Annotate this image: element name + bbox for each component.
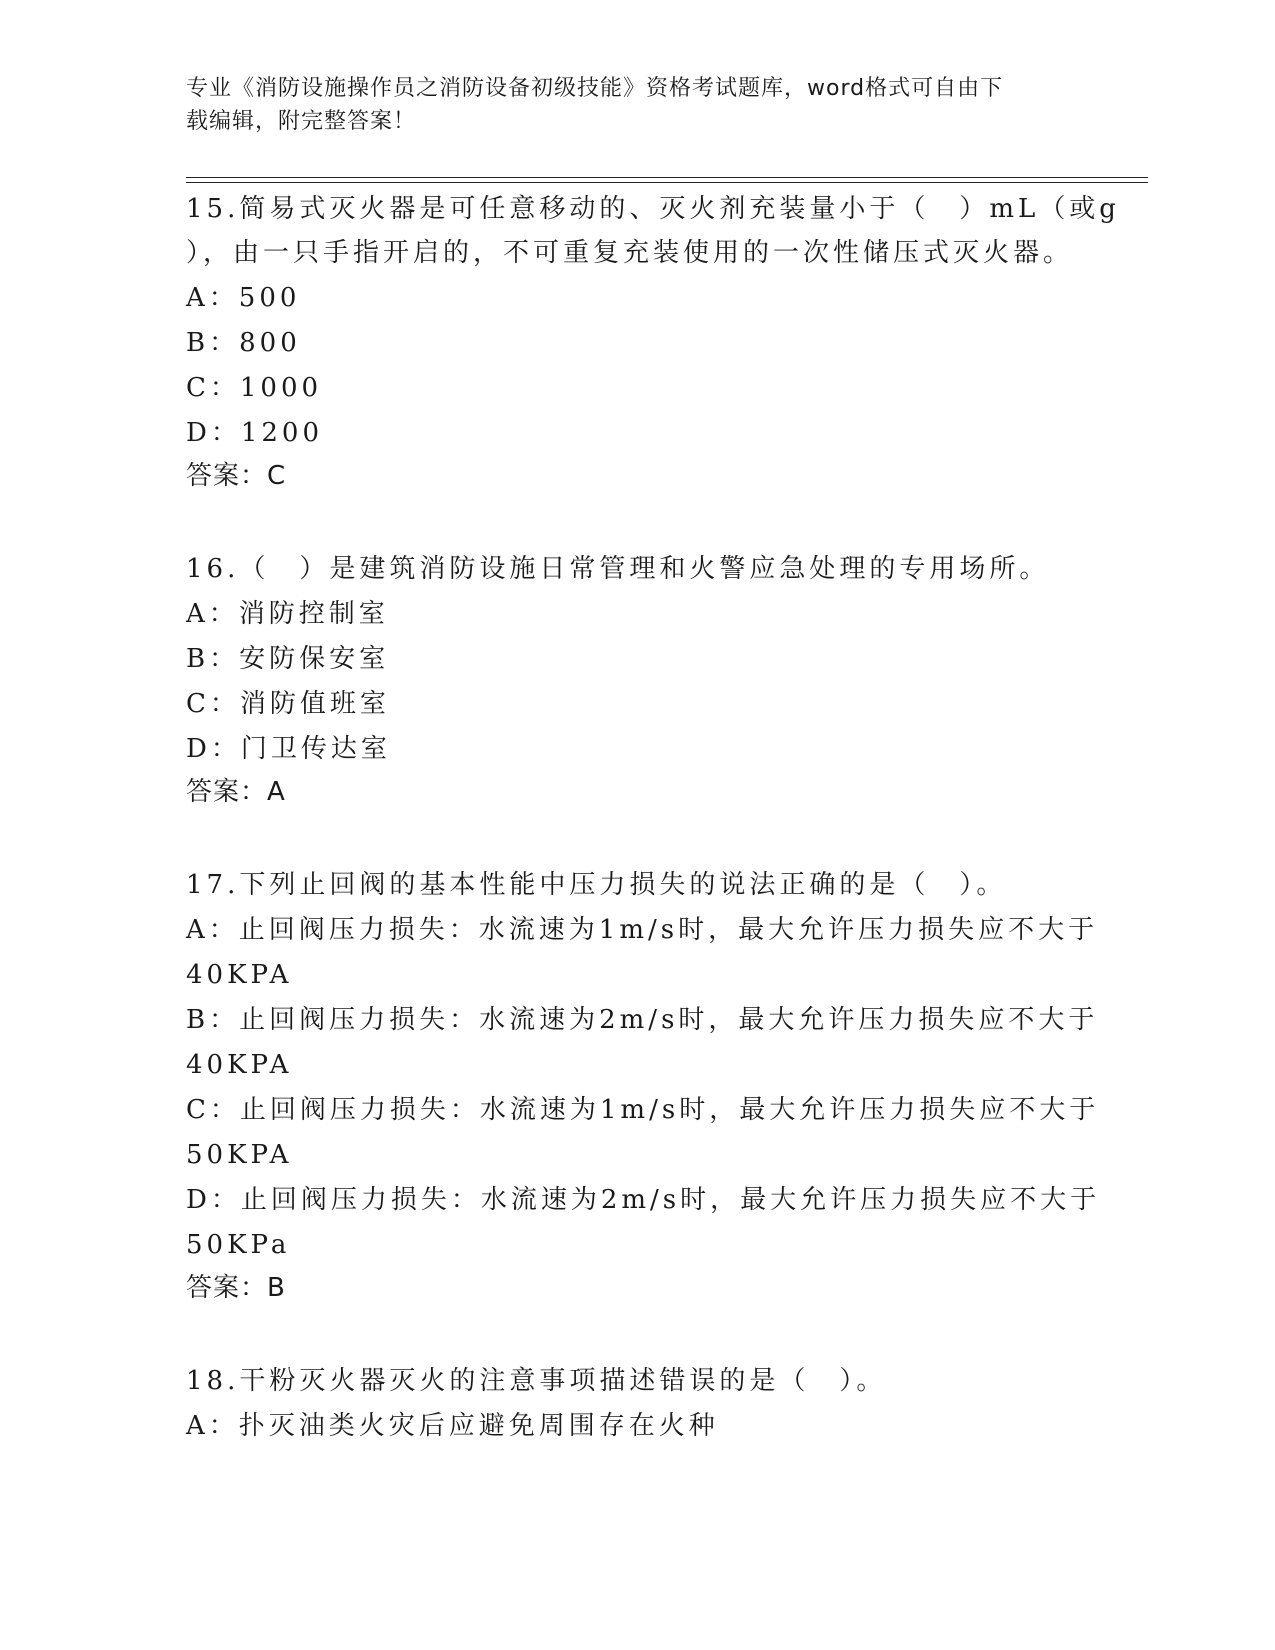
question-17-option-b-cont: 40KPA: [186, 1050, 293, 1080]
question-15-stem-line-1: 15.简易式灭火器是可任意移动的、灭火剂充装量小于（ ）mL（或g: [186, 194, 1120, 224]
question-16-option-d: D：门卫传达室: [186, 734, 391, 764]
question-15-answer: 答案：C: [186, 461, 287, 491]
question-15-option-c: C：1000: [186, 373, 323, 403]
question-15-option-d: D：1200: [186, 418, 324, 448]
question-16-option-c: C：消防值班室: [186, 689, 390, 719]
question-17-option-a-cont: 40KPA: [186, 960, 293, 990]
question-18-option-a: A：扑灭油类火灾后应避免周围存在火种: [186, 1411, 719, 1441]
question-18-stem-line-1: 18.干粉灭火器灭火的注意事项描述错误的是（ ）。: [186, 1366, 887, 1396]
question-16-option-a: A：消防控制室: [186, 599, 389, 629]
question-17-option-d-cont: 50KPa: [186, 1230, 291, 1260]
question-15-stem-line-2: ），由一只手指开启的，不可重复充装使用的一次性储压式灭火器。: [186, 238, 1074, 268]
question-17-stem-line-1: 17.下列止回阀的基本性能中压力损失的说法正确的是（ ）。: [186, 870, 1007, 900]
question-17-option-a: A：止回阀压力损失：水流速为1m/s时，最大允许压力损失应不大于: [186, 915, 1099, 945]
question-16-answer: 答案：A: [186, 777, 286, 807]
question-15-option-b: B：800: [186, 328, 301, 358]
question-16-stem-line-1: 16.（ ）是建筑消防设施日常管理和火警应急处理的专用场所。: [186, 554, 1050, 584]
header-divider-top: [186, 177, 1148, 178]
question-17-answer: 答案：B: [186, 1273, 286, 1303]
question-17-option-c: C：止回阀压力损失：水流速为1m/s时，最大允许压力损失应不大于: [186, 1095, 1100, 1125]
header-line-1: 专业《消防设施操作员之消防设备初级技能》资格考试题库，word格式可自由下: [186, 76, 1004, 101]
header-divider-bottom: [186, 182, 1148, 183]
question-17-option-b: B：止回阀压力损失：水流速为2m/s时，最大允许压力损失应不大于: [186, 1005, 1099, 1035]
header-line-2: 载编辑，附完整答案！: [186, 109, 417, 134]
question-16-option-b: B：安防保安室: [186, 644, 390, 674]
question-17-option-d: D：止回阀压力损失：水流速为2m/s时，最大允许压力损失应不大于: [186, 1185, 1101, 1215]
question-15-option-a: A：500: [186, 283, 301, 313]
document-header: [186, 72, 1086, 138]
question-17-option-c-cont: 50KPA: [186, 1140, 293, 1170]
